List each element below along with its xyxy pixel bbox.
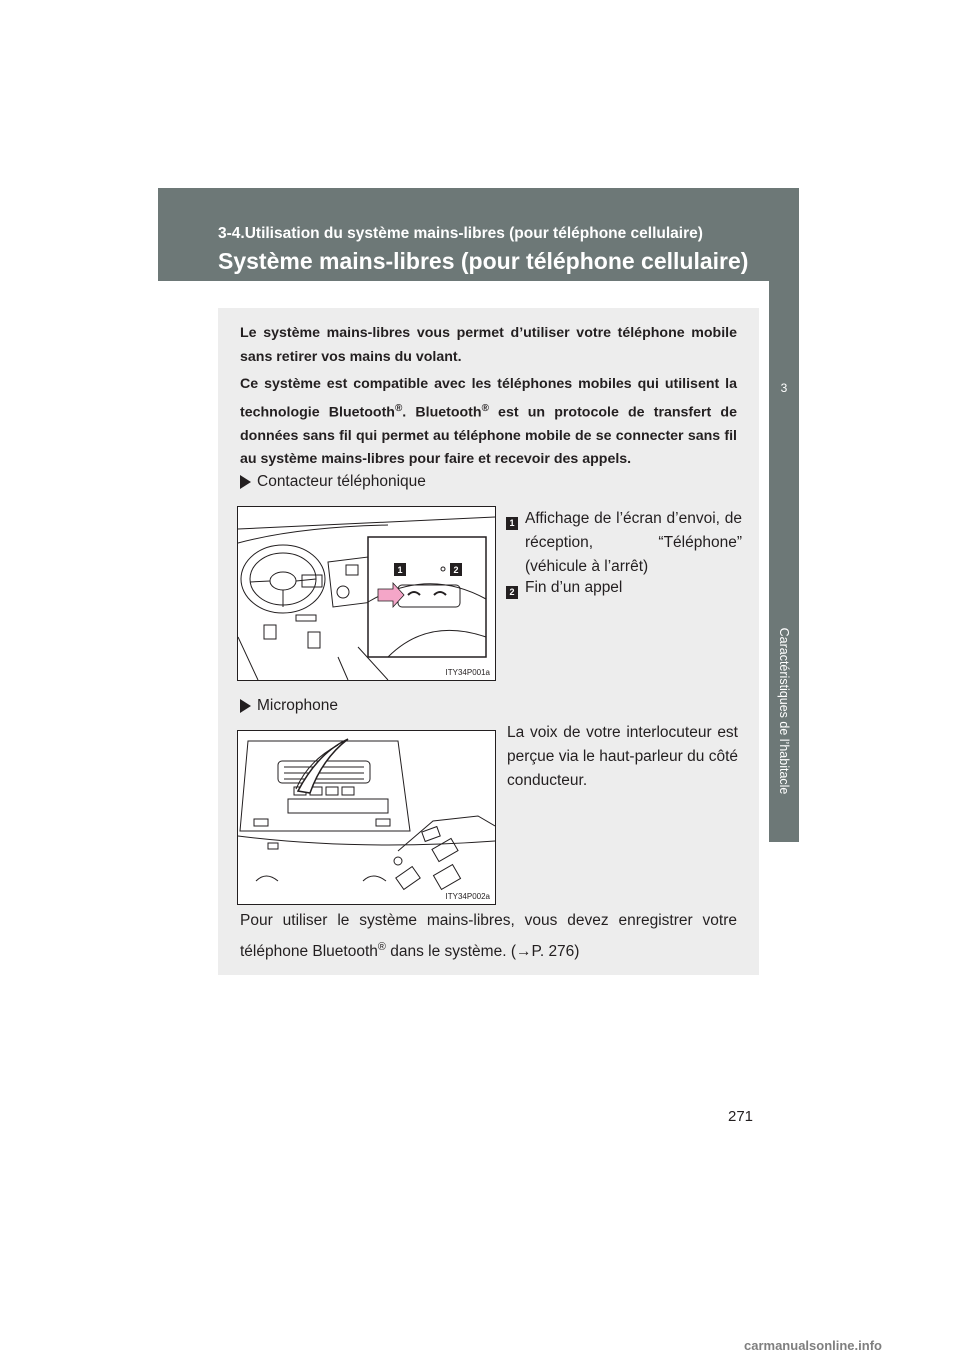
triangle-bullet-icon [240,699,251,713]
page-reference-link[interactable]: P. 276) [531,943,580,961]
intro-paragraph-1: Le système mains-libres vous permet d’utiliser votre téléphone mobile sans retirer vos mains du volant. [240,325,737,365]
footer-note: Pour utiliser le système mains-libres, vous devez enregistrer votre téléphone Bluetooth® dans le système. (→P. 276) [240,912,737,961]
chapter-side-tab [769,281,799,842]
legend-text-2: Fin d’un appel [525,579,623,596]
page-number: 271 [728,1108,754,1125]
svg-text:2: 2 [453,565,459,575]
subheading-microphone: Microphone [240,697,338,715]
page-title: Système mains-libres (pour téléphone cellulaire) [218,248,749,274]
number-badge-icon: 1 [506,517,518,530]
number-badge-icon: 2 [506,586,518,599]
watermark: carmanualsonline.info [744,1338,882,1353]
figure-microphone [237,730,496,905]
legend-item-2 [506,576,742,600]
intro-paragraph-2: Ce système est compatible avec les téléphones mobiles qui utilisent la technologie Bluetooth®. Bluetooth® est un protocole de transfert de données sans fil qui permet au téléphone mobile de se connecter sans fil au système mains-libres pour faire et recevoir des appels. [240,376,737,468]
svg-text:1: 1 [397,565,403,575]
figure-code: ITY34P001a [445,668,490,677]
registered-mark: ® [481,402,489,414]
legend-text-1: Affichage de l’écran d’envoi, de réception, “Téléphone” (véhicule à l’arrêt) [525,510,742,575]
chapter-label: Caractéristiques de l’habitacle [777,627,791,795]
figure-steering-switch [237,506,496,681]
figure-code: ITY34P002a [445,892,490,901]
chapter-number: 3 [780,381,788,395]
section-title: 3-4.Utilisation du système mains-libres (pour téléphone cellulaire) [218,225,703,242]
registered-mark: ® [377,941,386,953]
arrow-icon: → [515,943,532,961]
microphone-description: La voix de votre interlocuteur est perçue via le haut-parleur du côté conducteur. [507,724,738,789]
triangle-bullet-icon [240,475,251,489]
registered-mark: ® [394,402,403,414]
overhead-console-illustration [238,731,495,904]
subheading-phone-switch: Contacteur téléphonique [240,473,426,491]
legend-item-1 [506,507,742,579]
steering-wheel-illustration [238,507,495,680]
